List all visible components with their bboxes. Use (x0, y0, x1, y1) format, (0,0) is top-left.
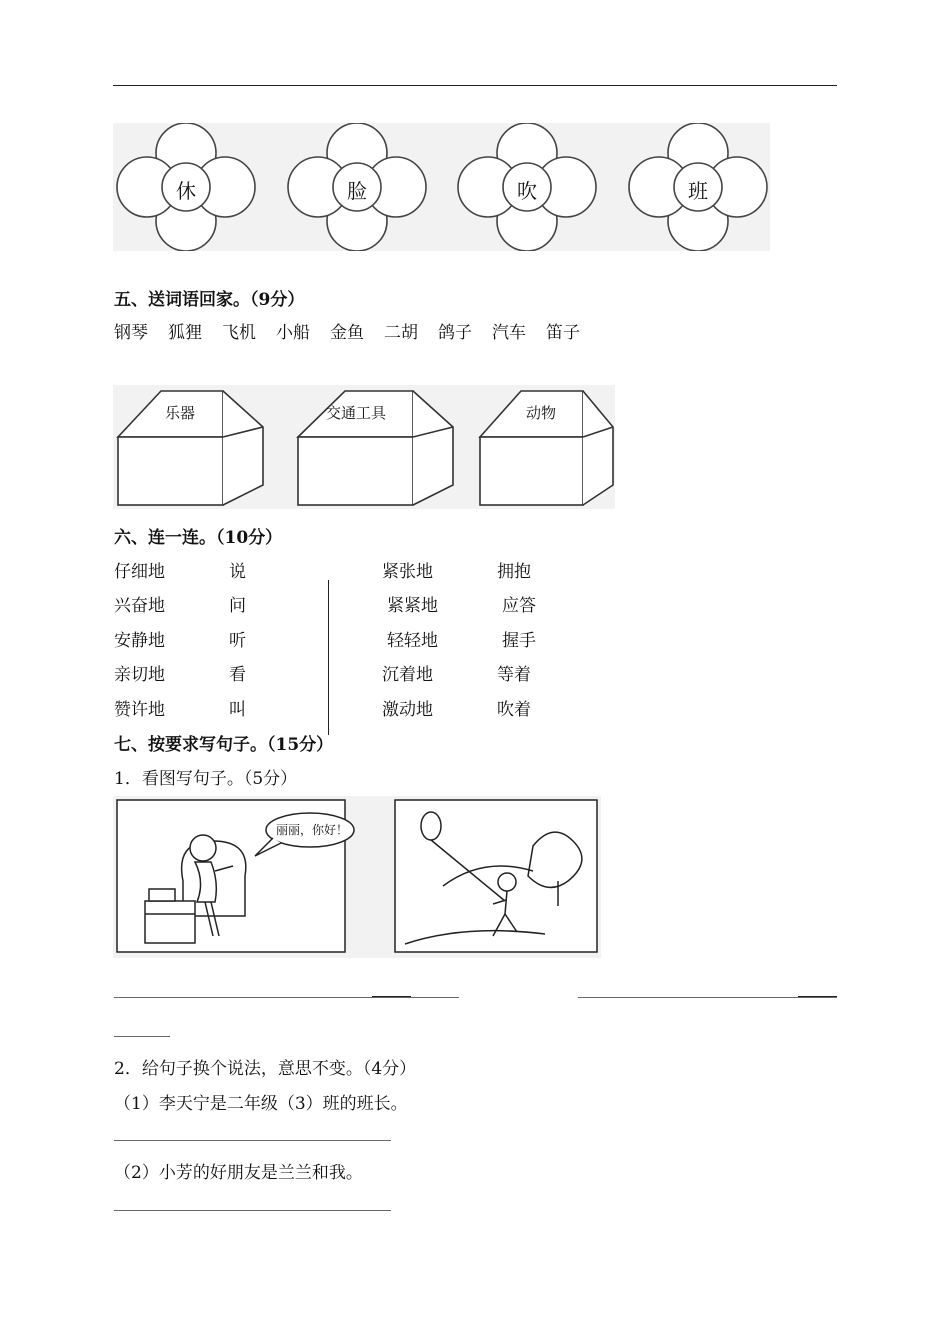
word-item: 汽车 (492, 323, 526, 343)
match-word[interactable]: 握手 (502, 631, 536, 651)
picture-panels (113, 796, 601, 958)
telephone-icon (149, 889, 175, 901)
houses-figure (113, 385, 615, 509)
section7-heading: 七、按要求写句子。（15分） (114, 735, 334, 755)
kite-icon (421, 812, 441, 840)
match-word[interactable]: 激动地 (382, 700, 433, 720)
match-word[interactable]: 紧张地 (382, 562, 433, 582)
match-word[interactable]: 紧紧地 (387, 596, 438, 616)
match-word[interactable]: 吹着 (497, 700, 531, 720)
question-2: 2．给句子换个说法，意思不变。（4分） (114, 1059, 417, 1079)
match-word[interactable]: 等着 (497, 665, 531, 685)
word-item: 狐狸 (168, 323, 202, 343)
match-word[interactable]: 仔细地 (114, 562, 165, 582)
question-1: 1．看图写句子。（5分） (114, 769, 298, 789)
match-word[interactable]: 亲切地 (114, 665, 165, 685)
answer-line[interactable] (798, 996, 837, 997)
word-item: 鸽子 (438, 323, 472, 343)
match-word[interactable]: 听 (229, 631, 246, 651)
match-word[interactable]: 说 (229, 562, 246, 582)
match-word[interactable]: 赞许地 (114, 700, 165, 720)
match-word[interactable]: 轻轻地 (387, 631, 438, 651)
word-item: 钢琴 (114, 323, 148, 343)
match-word[interactable]: 看 (229, 665, 246, 685)
answer-line[interactable] (372, 996, 411, 997)
sentence-2: （2）小芳的好朋友是兰兰和我。 (114, 1163, 363, 1183)
house-label-1: 乐器 (165, 404, 196, 422)
flower-char-3: 吹 (517, 179, 537, 203)
house-label-2: 交通工具 (326, 404, 387, 422)
section5-word-list (114, 318, 600, 343)
answer-line[interactable] (114, 1210, 391, 1211)
speech-bubble-text: 丽丽，你好！ (276, 823, 349, 837)
match-word[interactable]: 兴奋地 (114, 596, 165, 616)
table-icon (145, 901, 195, 943)
match-word[interactable]: 拥抱 (497, 562, 531, 582)
column-divider (328, 580, 329, 735)
match-word[interactable]: 问 (229, 596, 246, 616)
answer-line[interactable] (114, 1036, 170, 1037)
running-boy-icon (498, 873, 516, 891)
answer-line[interactable] (578, 997, 837, 998)
flower-drawings (113, 123, 770, 251)
match-word[interactable]: 叫 (229, 700, 246, 720)
sentence-1: （1）李天宁是二年级（3）班的班长。 (114, 1094, 408, 1114)
flower-char-4: 班 (688, 179, 708, 203)
word-item: 金鱼 (330, 323, 364, 343)
boy-head-icon (190, 835, 216, 861)
flower-char-2: 脸 (347, 179, 367, 203)
word-item: 二胡 (384, 323, 418, 343)
comic-drawings (113, 796, 601, 958)
match-word[interactable]: 沉着地 (382, 665, 433, 685)
answer-line[interactable] (114, 1140, 391, 1141)
word-item: 小船 (276, 323, 310, 343)
match-word[interactable]: 应答 (502, 596, 536, 616)
flower-char-1: 休 (176, 179, 196, 203)
word-item: 笛子 (546, 323, 580, 343)
flower-figure (113, 123, 770, 251)
header-rule (113, 85, 837, 86)
house-label-3: 动物 (526, 404, 557, 422)
answer-line[interactable] (114, 997, 459, 998)
section6-heading: 六、连一连。（10分） (114, 528, 283, 548)
word-item: 飞机 (222, 323, 256, 343)
section5-heading: 五、送词语回家。（9分） (114, 290, 305, 310)
match-word[interactable]: 安静地 (114, 631, 165, 651)
